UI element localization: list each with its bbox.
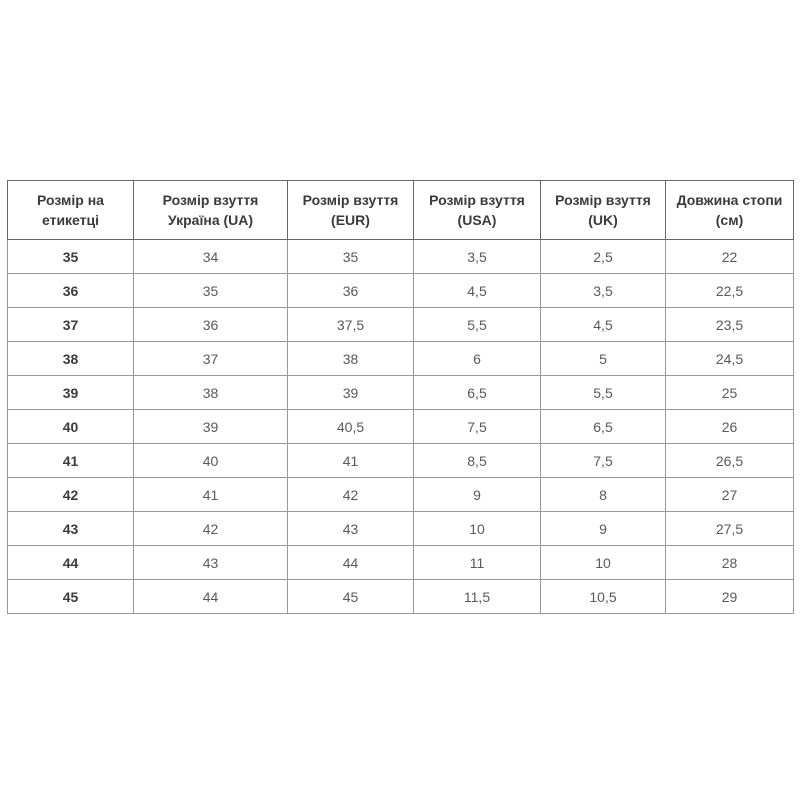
size-value-cell: 5 [541,342,666,376]
size-value-cell: 39 [288,376,414,410]
size-value-cell: 38 [288,342,414,376]
size-table-body [8,240,794,614]
label-size-cell: 44 [8,546,134,580]
table-row [8,410,794,444]
size-value-cell: 3,5 [414,240,541,274]
size-value-cell: 10 [541,546,666,580]
size-value-cell: 10 [414,512,541,546]
size-value-cell: 39 [134,410,288,444]
size-value-cell: 43 [288,512,414,546]
size-value-cell: 40,5 [288,410,414,444]
table-row [8,308,794,342]
size-value-cell: 26 [666,410,794,444]
size-value-cell: 28 [666,546,794,580]
shoe-size-conversion-table [7,180,794,614]
label-size-cell: 39 [8,376,134,410]
size-value-cell: 9 [541,512,666,546]
header-ua-size: Розмір взуття Україна (UA) [134,181,288,240]
table-row [8,240,794,274]
size-value-cell: 37 [134,342,288,376]
size-value-cell: 26,5 [666,444,794,478]
size-value-cell: 42 [134,512,288,546]
table-row [8,342,794,376]
size-value-cell: 10,5 [541,580,666,614]
label-size-cell: 40 [8,410,134,444]
size-value-cell: 7,5 [541,444,666,478]
size-value-cell: 45 [288,580,414,614]
size-value-cell: 8 [541,478,666,512]
header-usa-size: Розмір взуття (USA) [414,181,541,240]
size-value-cell: 4,5 [541,308,666,342]
size-value-cell: 38 [134,376,288,410]
size-value-cell: 6,5 [414,376,541,410]
header-eur-size: Розмір взуття (EUR) [288,181,414,240]
label-size-cell: 43 [8,512,134,546]
label-size-cell: 45 [8,580,134,614]
label-size-cell: 37 [8,308,134,342]
size-value-cell: 22,5 [666,274,794,308]
size-value-cell: 6 [414,342,541,376]
label-size-cell: 41 [8,444,134,478]
header-row [8,181,794,240]
size-value-cell: 41 [288,444,414,478]
size-value-cell: 9 [414,478,541,512]
table-row [8,580,794,614]
size-value-cell: 40 [134,444,288,478]
header-label-size: Розмір на етикетці [8,181,134,240]
size-value-cell: 35 [288,240,414,274]
size-value-cell: 11,5 [414,580,541,614]
label-size-cell: 36 [8,274,134,308]
table-row [8,478,794,512]
size-value-cell: 29 [666,580,794,614]
size-value-cell: 2,5 [541,240,666,274]
size-value-cell: 23,5 [666,308,794,342]
size-value-cell: 6,5 [541,410,666,444]
table-row [8,376,794,410]
size-value-cell: 24,5 [666,342,794,376]
size-value-cell: 25 [666,376,794,410]
size-value-cell: 27,5 [666,512,794,546]
size-value-cell: 42 [288,478,414,512]
table-row [8,444,794,478]
size-value-cell: 37,5 [288,308,414,342]
size-value-cell: 4,5 [414,274,541,308]
header-uk-size: Розмір взуття (UK) [541,181,666,240]
size-value-cell: 44 [288,546,414,580]
size-value-cell: 5,5 [414,308,541,342]
label-size-cell: 38 [8,342,134,376]
size-value-cell: 41 [134,478,288,512]
size-value-cell: 3,5 [541,274,666,308]
size-value-cell: 43 [134,546,288,580]
size-value-cell: 35 [134,274,288,308]
size-value-cell: 36 [288,274,414,308]
size-value-cell: 8,5 [414,444,541,478]
size-value-cell: 27 [666,478,794,512]
size-value-cell: 5,5 [541,376,666,410]
size-value-cell: 36 [134,308,288,342]
table-row [8,512,794,546]
size-value-cell: 11 [414,546,541,580]
size-value-cell: 7,5 [414,410,541,444]
label-size-cell: 42 [8,478,134,512]
label-size-cell: 35 [8,240,134,274]
header-foot-length: Довжина стопи (см) [666,181,794,240]
size-value-cell: 22 [666,240,794,274]
size-value-cell: 34 [134,240,288,274]
table-row [8,274,794,308]
size-value-cell: 44 [134,580,288,614]
table-row [8,546,794,580]
